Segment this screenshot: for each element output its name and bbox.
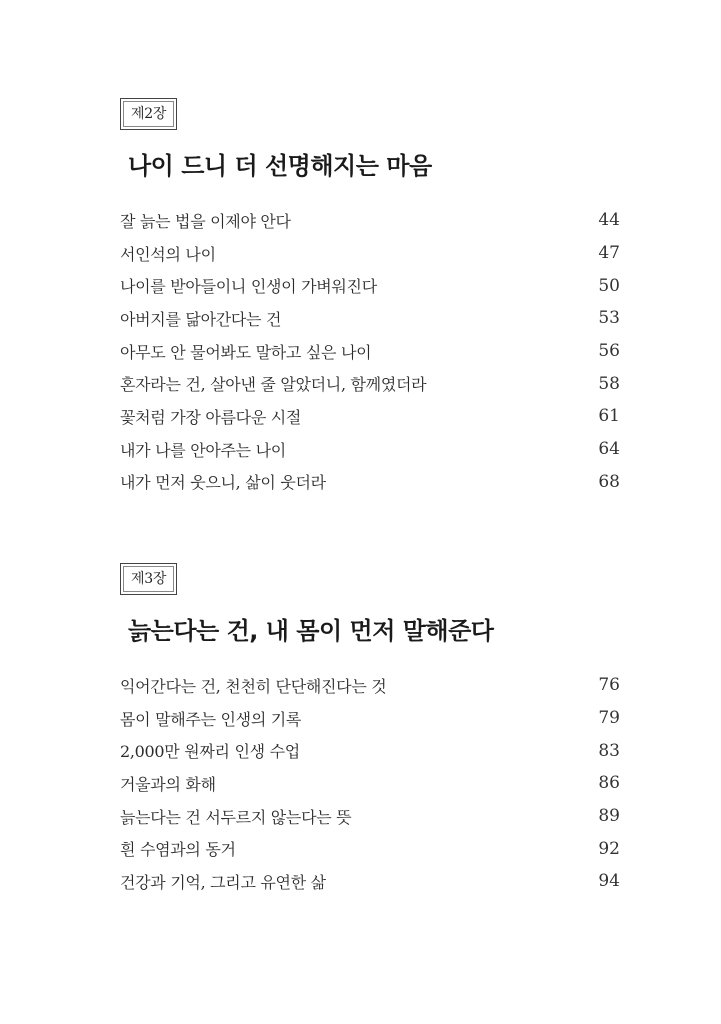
toc-list [120,669,620,898]
toc-entry[interactable] [120,734,620,767]
toc-entry[interactable] [120,865,620,898]
toc-list [120,204,620,498]
toc-entry-page: 76 [598,675,620,696]
toc-entry[interactable] [120,400,620,433]
toc-entry-title: 거울과의 화해 [120,774,216,794]
toc-entry-page: 44 [598,210,620,231]
toc-entry[interactable] [120,204,620,237]
toc-entry[interactable] [120,367,620,400]
toc-entry-page: 83 [598,740,620,761]
toc-entry-title: 몸이 말해주는 인생의 기록 [120,709,302,729]
toc-entry-page: 56 [598,341,620,362]
toc-entry-title: 건강과 기억, 그리고 유연한 삶 [120,872,326,892]
toc-entry-title: 아버지를 닮아간다는 건 [120,309,282,329]
chapter-label: 제3장 [120,563,177,595]
toc-entry-page: 50 [598,275,620,296]
toc-entry-title: 내가 나를 안아주는 나이 [120,440,286,460]
toc-entry-page: 47 [598,243,620,264]
toc-entry-title: 늙는다는 건 서두르지 않는다는 뜻 [120,807,352,827]
toc-entry-page: 58 [598,373,620,394]
toc-entry[interactable] [120,466,620,499]
toc-entry[interactable] [120,237,620,270]
toc-entry-page: 61 [598,406,620,427]
toc-entry[interactable] [120,433,620,466]
toc-entry[interactable] [120,269,620,302]
toc-entry-title: 혼자라는 건, 살아낸 줄 알았더니, 함께였더라 [120,375,427,395]
chapter-label: 제2장 [120,98,177,130]
toc-entry-page: 89 [598,806,620,827]
toc-entry-title: 나이를 받아들이니 인생이 가벼워진다 [120,277,377,297]
toc-entry[interactable] [120,800,620,833]
toc-entry-page: 68 [598,471,620,492]
toc-entry-title: 잘 늙는 법을 이제야 안다 [120,211,291,231]
toc-entry-title: 2,000만 원짜리 인생 수업 [120,742,300,762]
toc-entry[interactable] [120,669,620,702]
toc-entry-page: 53 [598,308,620,329]
toc-entry-page: 94 [598,871,620,892]
toc-entry[interactable] [120,767,620,800]
toc-entry-title: 익어간다는 건, 천천히 단단해진다는 것 [120,676,387,696]
toc-entry[interactable] [120,702,620,735]
chapter-title: 늙는다는 건, 내 몸이 먼저 말해준다 [128,617,494,645]
toc-entry-title: 아무도 안 물어봐도 말하고 싶은 나이 [120,342,372,362]
toc-entry-page: 64 [598,439,620,460]
chapter-title: 나이 드니 더 선명해지는 마음 [128,152,432,180]
toc-entry[interactable] [120,335,620,368]
toc-entry-page: 86 [598,773,620,794]
toc-entry-page: 92 [598,838,620,859]
toc-entry-title: 서인석의 나이 [120,244,216,264]
toc-entry[interactable] [120,302,620,335]
toc-entry-title: 꽃처럼 가장 아름다운 시절 [120,407,302,427]
toc-entry-title: 흰 수염과의 동거 [120,840,236,860]
toc-entry-page: 79 [598,708,620,729]
toc-entry-title: 내가 먼저 웃으니, 삶이 웃더라 [120,473,326,493]
toc-entry[interactable] [120,832,620,865]
